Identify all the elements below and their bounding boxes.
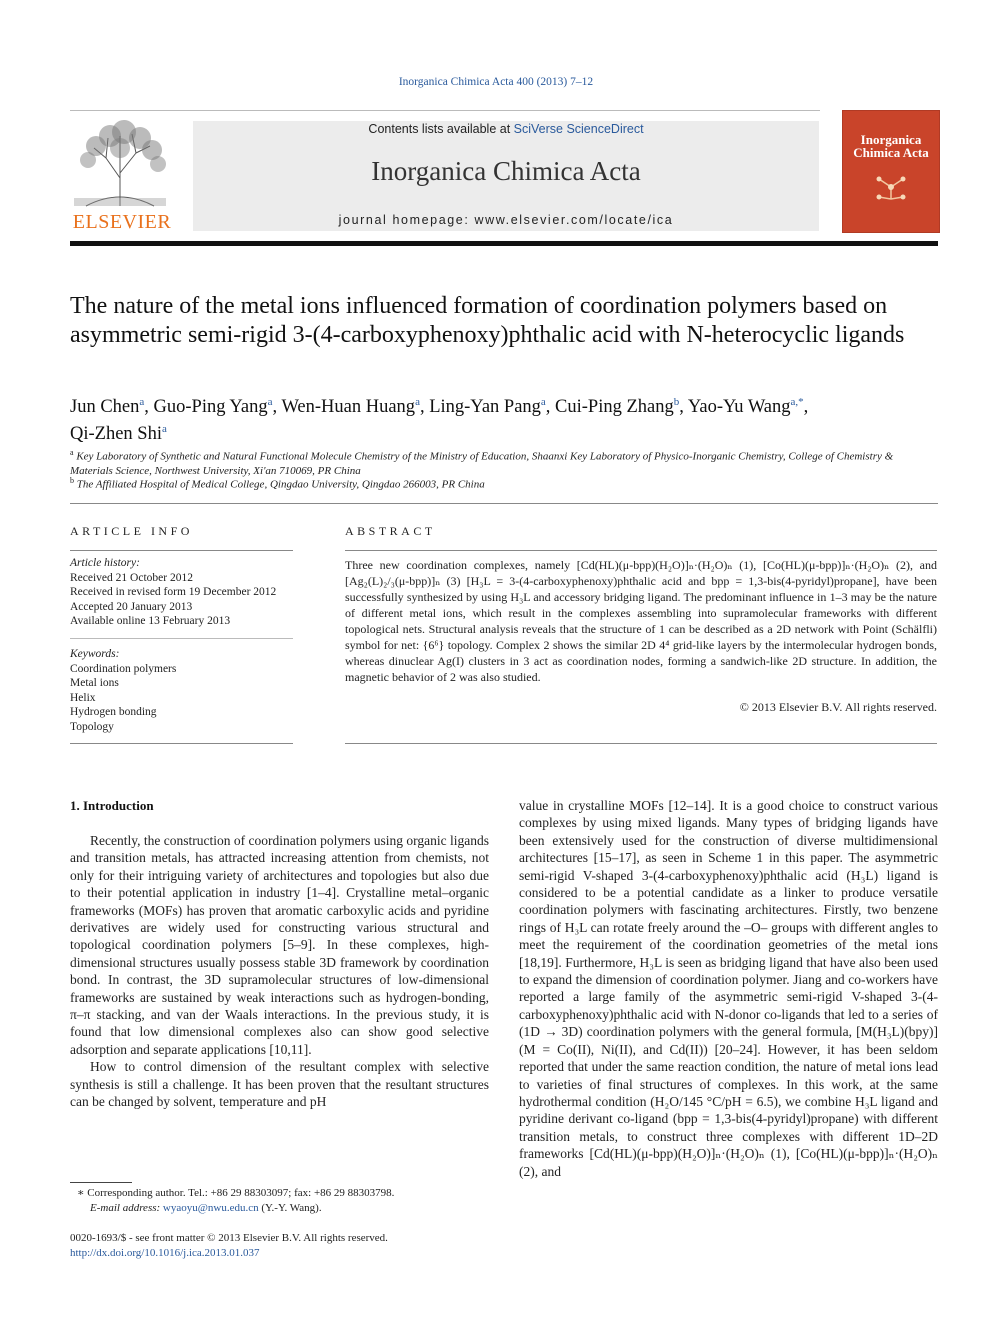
author-email-link[interactable]: wyaoyu@nwu.edu.cn	[162, 1201, 259, 1214]
affiliation-marker: a	[70, 448, 74, 457]
corresponding-author-text: ∗ Corresponding author. Tel.: +86 29 88303097; fax: +86 29 88303798.	[77, 1187, 395, 1199]
article-info-heading: ARTICLE INFO	[70, 524, 193, 538]
intro-paragraph-continued: value in crystalline MOFs [12–14]. It is a good choice to construct various complexes by using mixed ligands. Many types of bridging ligands have been extensively used for the construction of diverse multidimensional architectures [15–17], as seen in Scheme 1 in this paper. The asymmetric semi-rigid V-shaped 3-(4-carboxyphenoxy)phthalic acid (H₃L) ligand is considered to be a potential candidate as a linker to produce versatile coordination polymers with fascinating architectures. Firstly, two benzene rings of H₃L can rotate freely around the –O– groups with different angles to meet the requirement of the coordination geometries of the metal ions [18,19]. Furthermore, H₃L is seen as bridging ligand that have also been used to expand the dimension of coordination polymer. Jiang and co-workers have reported a large family of the asymmetric semi-rigid V-shaped 3-(4-carboxyphenoxy)phthalic acid with N-donor co-ligands that led to a series of (1D → 3D) coordination polymers with the general formula, [M(H₃L)(bpy)] (M = Co(II), Ni(II), and Cd(II)) [20–24]. However, it has been seldom reported that under the same reaction condition, the nature of metal ions lead to varieties of final structures of complexes. In this work, at the same hydrothermal condition (H₂O/145 °C/pH = 6.5), we combine H₃L ligand and pyridine derivant co-ligand (bpp = 1,3-bis(4-pyridyl)propane) with different transition metals, to construct three complexes with different 1D–2D frameworks [Cd(HL)(μ-bpp)(H₂O)]ₙ·(H₂O)ₙ (1), [Co(HL)(μ-bpp)]ₙ·(H₂O)ₙ (2), and	[519, 798, 938, 1179]
author-affiliation-marker[interactable]: a	[415, 396, 420, 408]
keyword: Metal ions	[70, 677, 119, 689]
intro-paragraph-2: How to control dimension of the resultant complex with selective synthesis is still a challenge. It has been proven that the resultant structures can be changed by solvent, temperature and pH	[70, 1059, 489, 1110]
history-online: Available online 13 February 2013	[70, 615, 231, 627]
affiliation-b	[70, 474, 938, 492]
intro-paragraph-1: Recently, the construction of coordination polymers using organic ligands and transition metals, has attracted increasing attention from chemists, not only for their intriguing variety of architectures and topologies but also due to their potential application in industry [1–4]. Crystalline metal–organic frameworks (MOFs) has proven that aromatic carboxylic acids and pyridine derivatives are widely used for constructing various structural and topological coordination polymers [5–9]. In these complexes, high-dimensional structures usually possess stable 3D framework by coordination bond. In contrast, the 3D supramolecular structures of low-dimensional frameworks are sustained by weak interactions such as hydrogen-bonding, π–π stacking, and van der Waals interactions. In the previous study, it is found that low dimensional complexes also can show good selective adsorption and separate applications [10,11].	[70, 833, 489, 1057]
affiliation-text: Key Laboratory of Synthetic and Natural Functional Molecule Chemistry of the Ministry of Education, Shaanxi Key Laboratory of Physico-Inorganic Chemistry, College of Chemistry & Materials Science, Northwest University, Xi'an 710069, PR China	[70, 450, 894, 477]
author-affiliation-marker[interactable]: a	[161, 423, 167, 436]
keyword: Hydrogen bonding	[70, 706, 157, 718]
author-affiliation-marker[interactable]: a	[267, 396, 273, 408]
abstract-divider	[345, 550, 937, 551]
keyword: Helix	[70, 691, 96, 704]
issn-line: 0020-1693/$ - see front matter © 2013 Elsevier B.V. All rights reserved.	[70, 1232, 388, 1244]
author-affiliation-marker[interactable]: a	[139, 396, 145, 408]
left-column	[70, 832, 489, 1111]
author-name[interactable]: Qi-Zhen Shi	[70, 424, 162, 445]
contents-availability	[193, 122, 819, 136]
article-title: The nature of the metal ions influenced formation of coordination polymers based on asymmetric semi-rigid 3-(4-carboxyphenoxy)phthalic acid with N-heterocyclic ligands	[70, 293, 905, 348]
keywords-block	[70, 647, 293, 734]
elsevier-wordmark: ELSEVIER	[72, 211, 172, 233]
author-name[interactable]: Jun Chen	[70, 397, 140, 418]
journal-title: Inorganica Chimica Acta	[371, 156, 641, 186]
cover-title-line-1: Inorganica	[860, 132, 922, 147]
author-affiliation-marker[interactable]: a,*	[790, 396, 804, 408]
abstract-bottom-rule	[345, 743, 937, 744]
history-accepted: Accepted 20 January 2013	[70, 600, 193, 613]
article-history-label: Article history:	[70, 557, 140, 569]
header-thick-rule	[70, 241, 938, 246]
footnote-divider	[70, 1182, 132, 1183]
author-name[interactable]: Ling-Yan Pang	[429, 397, 541, 418]
abstract-heading: ABSTRACT	[345, 524, 436, 538]
author-name[interactable]: Yao-Yu Wang	[687, 397, 791, 418]
author-affiliation-marker[interactable]: a	[540, 396, 546, 408]
keyword: Coordination polymers	[70, 662, 177, 675]
author-name[interactable]: Cui-Ping Zhang	[555, 397, 674, 418]
contents-prefix: Contents lists available at	[368, 122, 514, 136]
sciencedirect-link[interactable]: SciVerse ScienceDirect	[513, 122, 644, 136]
journal-cover-thumbnail[interactable]	[842, 110, 940, 233]
keywords-label: Keywords:	[70, 648, 120, 660]
history-received: Received 21 October 2012	[70, 571, 193, 584]
section-divider	[70, 503, 938, 504]
affiliation-a	[70, 446, 938, 478]
article-info-divider	[70, 550, 293, 551]
affiliation-text: The Affiliated Hospital of Medical College, Qingdao University, Qingdao 266003, PR China	[76, 478, 485, 491]
journal-citation[interactable]: Inorganica Chimica Acta 400 (2013) 7–12	[398, 76, 594, 88]
keyword: Topology	[70, 720, 114, 733]
author-name[interactable]: Wen-Huan Huang	[281, 397, 416, 418]
header-divider	[70, 110, 820, 111]
cover-title-line-2: Chimica Acta	[853, 145, 929, 160]
affiliation-marker: b	[70, 476, 74, 485]
corresponding-author-note	[70, 1186, 489, 1215]
email-label: E-mail address:	[90, 1201, 163, 1214]
email-suffix: (Y.-Y. Wang).	[258, 1201, 322, 1214]
publication-info	[70, 1231, 489, 1260]
abstract-copyright: © 2013 Elsevier B.V. All rights reserved.	[739, 700, 937, 714]
history-revised: Received in revised form 19 December 2012	[70, 586, 277, 598]
abstract-body: Three new coordination complexes, namely [Cd(HL)(μ-bpp)(H₂O)]ₙ·(H₂O)ₙ (1), [Co(HL)(μ-bpp)]ₙ·(H₂O)ₙ (2), and [Ag₂(L)₂/₃(μ-bpp)]ₙ (3) [H₃L = 3-(4-carboxyphenoxy)phthalic acid and bpp = 1,3-bis(4-pyridyl)propane], have been successfully synthesized by using H₃L and accessory bridging ligand. The predominant influence in 1–3 may be the nature of different metal ions, which result in the complexes assembling into supramolecular frameworks with different topological nets. Structural analysis reveals that the structure of 1 can be described as a 2D network with Point (Schälfli) symbol for net: {6⁶} topology. Complex 2 shows the similar 2D 4⁴ grid-like layers by the intermolecular hydrogen bonds, whereas dinuclear Ag(I) clusters in 3 act as coordination nodes, forming a sandwich-like 2D structure. In addition, the magnetic behavior of 2 was also studied.	[345, 558, 937, 684]
author-list: Jun Chen$^a$, Guo-Ping Yang$^a$, Wen-Huan Huang$^a$, Ling-Yan Pang$^a$, Cui-Ping Zhang$^b$, Yao-Yu Wang$^{a,*}$, Qi-Zhen Shi$^a$	[70, 396, 809, 445]
introduction-heading: 1. Introduction	[70, 798, 154, 813]
article-info-bottom-rule	[70, 743, 293, 744]
right-column	[519, 797, 938, 1180]
keywords-divider	[70, 638, 293, 639]
article-history	[70, 556, 293, 629]
author-name[interactable]: Guo-Ping Yang	[153, 397, 268, 418]
cover-molecule-graphic	[871, 171, 911, 205]
author-affiliation-marker[interactable]: b	[673, 396, 680, 408]
doi-link[interactable]: http://dx.doi.org/10.1016/j.ica.2013.01.037	[70, 1246, 260, 1259]
journal-homepage[interactable]: journal homepage: www.elsevier.com/locate/ica	[338, 213, 674, 227]
